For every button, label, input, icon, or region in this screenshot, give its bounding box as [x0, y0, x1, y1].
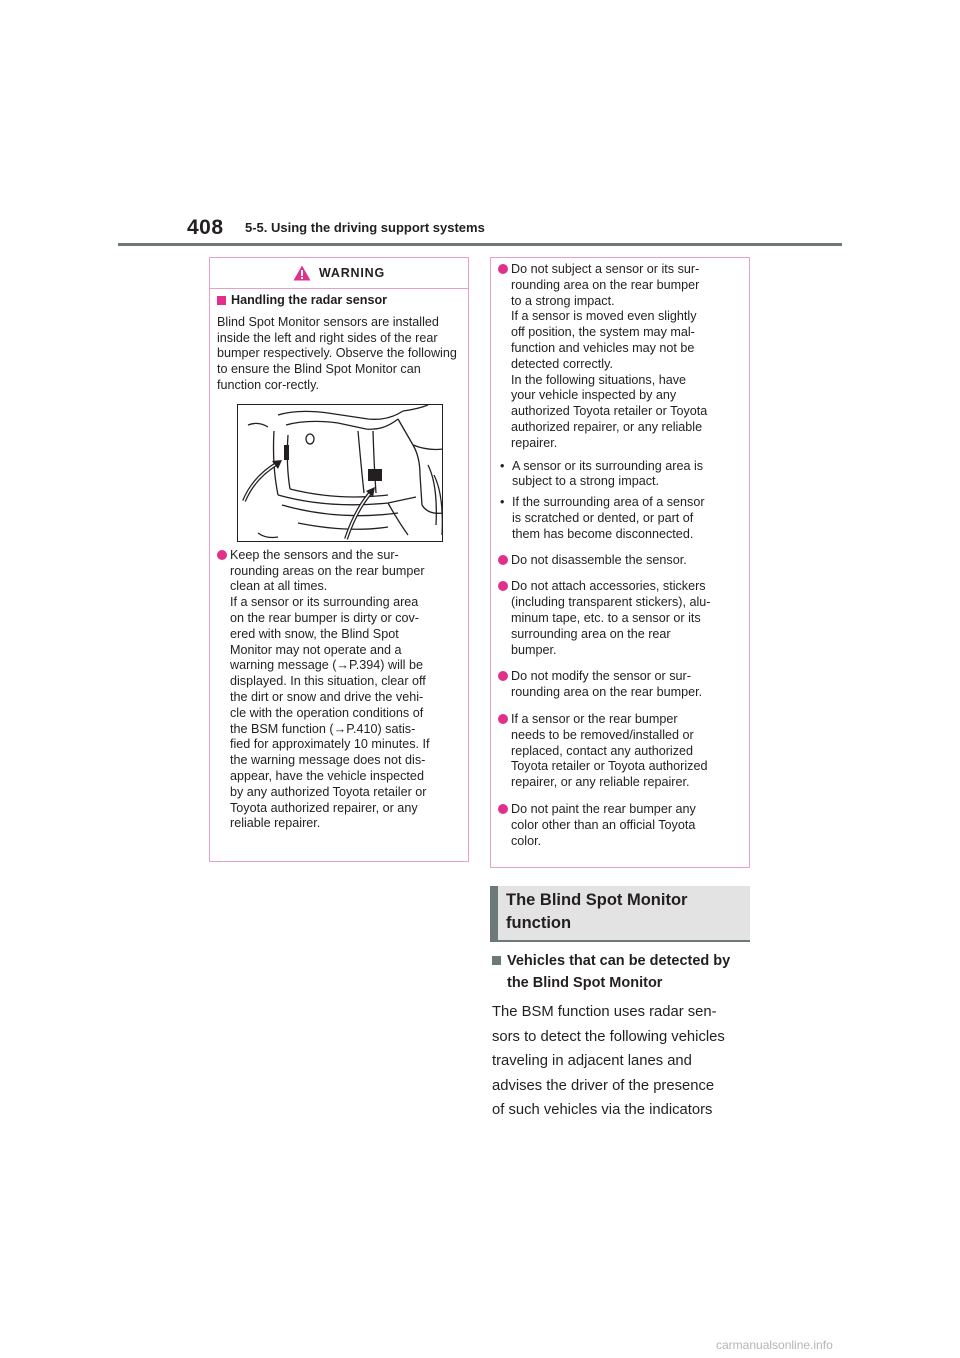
header-rule: [118, 243, 842, 246]
circle-bullet-icon: [217, 550, 227, 560]
section-title: 5-5. Using the driving support systems: [245, 220, 485, 235]
square-bullet-icon: [217, 296, 226, 305]
page-number: 408: [187, 216, 224, 239]
watermark-link[interactable]: carmanualsonline.info: [716, 1338, 833, 1352]
function-body-text: [492, 1000, 750, 1123]
list-item: Keep the sensors and the sur- rounding areas on the rear bumper clean at all times. If a sensor or its surrounding area on the rear bumper is dirty or cov- ered with snow, the Blind Spot Monitor may not operate and a warning message (→P.394) will be displayed. In this situation, clear off the dirt or snow and drive the vehi- cle with the operation conditions of the BSM function (→P.410) satis- fied for approximately 10 minutes. If the warning message does not dis- appear, have the vehicle inspected by any authorized Toyota retailer or Toyota authorized repairer, or any reliable repairer.: [217, 548, 461, 832]
warning-header: [210, 258, 468, 289]
bullet-mark: •: [500, 458, 505, 473]
rear-bumper-drawing: [238, 405, 443, 542]
function-heading-line2: function: [506, 914, 572, 932]
list-item: Do not subject a sensor or its sur- rounding area on the rear bumper to a strong impact. If a sensor is moved even slightly off position, the system may mal- function and vehicles may not be detected correctly. In the following situations, have your vehicle inspected by any authorized Toyota retailer or Toyota authorized repairer, or any reliable repairer.: [498, 262, 742, 452]
rear-bumper-sensor-illustration: [237, 404, 443, 542]
warning-intro: Blind Spot Monitor sensors are installed inside the left and right sides of the rear bumper respectively. Observe the following to ensure the Blind Spot Monitor can function cor-rectly.: [217, 314, 457, 392]
warning-box-left: [209, 257, 469, 862]
warning-triangle-icon: [293, 265, 311, 281]
list-item: Do not modify the sensor or sur- rounding area on the rear bumper.: [498, 669, 742, 701]
body-line: sors to detect the following vehicles: [492, 1028, 725, 1045]
circle-bullet-icon: [498, 804, 508, 814]
circle-bullet-icon: [498, 555, 508, 565]
sub-bullet-item: • A sensor or its surrounding area is subject to a strong impact.: [500, 458, 704, 489]
warning-label: WARNING: [318, 266, 385, 280]
circle-bullet-icon: [498, 581, 508, 591]
list-item: Do not attach accessories, stickers (including transparent stickers), alu- minum tape, etc. to a sensor or its surrounding area on the rear bumper.: [498, 579, 742, 658]
circle-bullet-icon: [498, 714, 508, 724]
body-line: advises the driver of the presence: [492, 1077, 715, 1094]
circle-bullet-icon: [498, 264, 508, 274]
function-section-heading: [490, 886, 750, 942]
warning-box-right: [490, 257, 750, 868]
function-heading-line1: The Blind Spot Monitor: [506, 891, 688, 909]
warning-subheading: Handling the radar sensor: [217, 293, 461, 309]
sub-bullet-item: • If the surrounding area of a sensor is scratched or dented, or part of them has become disconnected.: [500, 495, 705, 541]
list-item: Do not disassemble the sensor.: [498, 553, 742, 569]
list-item: Do not paint the rear bumper any color other than an official Toyota color.: [498, 802, 742, 849]
body-line: The BSM function uses radar sen-: [492, 1004, 717, 1020]
body-line: of such vehicles via the indicators: [492, 1102, 713, 1118]
square-bullet-icon: [492, 956, 501, 965]
body-line: traveling in adjacent lanes and: [492, 1053, 692, 1069]
list-item: If a sensor or the rear bumper needs to be removed/installed or replaced, contact any authorized Toyota retailer or Toyota authorized repairer, or any reliable repairer.: [498, 712, 742, 791]
bullet-mark: •: [500, 495, 505, 510]
circle-bullet-icon: [498, 671, 508, 681]
detected-vehicles-subheading: Vehicles that can be detected by the Blind Spot Monitor: [492, 950, 750, 994]
